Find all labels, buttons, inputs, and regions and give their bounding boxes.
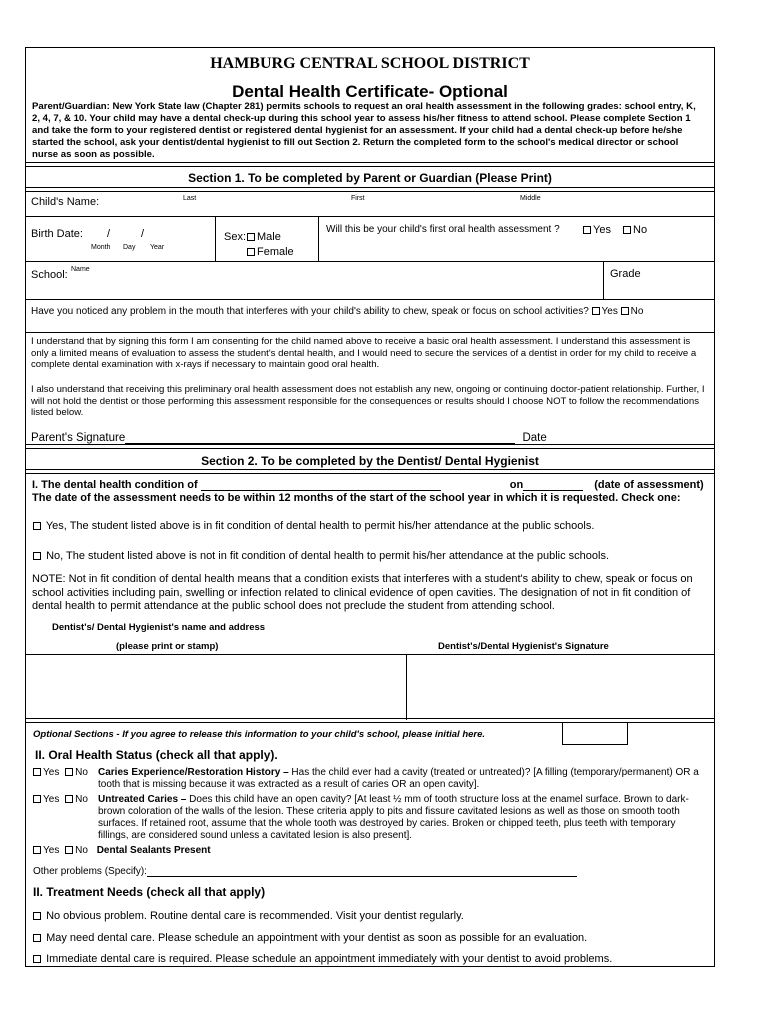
caries-yes-checkbox[interactable] xyxy=(33,768,41,776)
treatment-option-3 xyxy=(33,953,612,965)
mouth-problem-question xyxy=(31,306,643,317)
first-assessment-no-checkbox[interactable] xyxy=(623,226,631,234)
school-name-sub-label: Name xyxy=(71,266,90,273)
other-problems-row xyxy=(33,866,577,877)
yes-label: Yes xyxy=(43,794,60,805)
caries-title: Caries Experience/Restoration History – xyxy=(98,767,289,778)
middle-sub-label: Middle xyxy=(520,195,541,202)
on-label: on xyxy=(509,479,524,491)
treatment-1-checkbox[interactable] xyxy=(33,912,41,920)
condition-of-label: I. The dental health condition of xyxy=(32,479,198,491)
caries-yes-no xyxy=(33,767,87,778)
first-assessment-question: Will this be your child's first oral health assessment ? xyxy=(326,224,560,235)
first-sub-label: First xyxy=(351,195,365,202)
print-stamp-label: (please print or stamp) xyxy=(116,641,219,652)
parent-signature-field[interactable] xyxy=(125,431,515,444)
first-assessment-no[interactable] xyxy=(623,224,647,236)
yes-label: Yes xyxy=(43,845,60,856)
birth-month-field[interactable] xyxy=(118,222,138,240)
consent-paragraph-2: I also understand that receiving this preliminary oral health assessment does not establish any new, ongoing or continuing doctor-patient relationship. Further, I will not hold the dentist or those performing this assessment responsible for the consequences or results should I choose NOT to follow the recommendations listed below. xyxy=(31,384,705,418)
female-label: Female xyxy=(257,246,294,258)
birth-date-slash-1: / xyxy=(107,228,111,240)
no-label: No xyxy=(75,845,88,856)
fit-no-text: No, The student listed above is not in fit condition of dental health to permit his/her attendance at the public schools. xyxy=(46,550,610,562)
sealants-yes-checkbox[interactable] xyxy=(33,846,41,854)
initial-box[interactable] xyxy=(562,722,628,745)
sex-label: Sex: xyxy=(224,231,247,243)
untreated-no-checkbox[interactable] xyxy=(65,795,73,803)
other-problems-field[interactable] xyxy=(147,866,577,877)
no-label: No xyxy=(630,306,644,317)
child-name-field[interactable] xyxy=(176,195,704,213)
fit-no-checkbox[interactable] xyxy=(33,552,41,560)
no-label: No xyxy=(633,224,648,236)
month-sub-label: Month xyxy=(91,244,111,251)
other-problems-label: Other problems (Specify): xyxy=(33,866,147,877)
student-name-field[interactable] xyxy=(201,479,441,491)
assessment-date-field[interactable] xyxy=(523,479,583,491)
parent-signature-label: Parent's Signature xyxy=(31,432,126,444)
not-fit-note: NOTE: Not in fit condition of dental health means that a condition exists that interferes with a student's ability to chew, speak or focus on school activities including pain, swelling or infection related to clinical evidence of open cavities. The designation of not in fit condition of dental health to permit attendance at the public school does not preclude the student from attending school. xyxy=(32,573,693,612)
dentist-name-address-box[interactable] xyxy=(28,657,402,717)
untreated-yes-no xyxy=(33,794,87,805)
optional-intro: Optional Sections - If you agree to release this information to your child's school, please initial here. xyxy=(33,729,486,740)
treatment-option-1 xyxy=(33,910,464,922)
caries-description: Has the child ever had a cavity (treated or untreated)? [A filling (temporary/permanent) OR a tooth that is missing because it was extracted as a result of caries OR an open cavity]. xyxy=(98,767,699,790)
male-label: Male xyxy=(257,231,281,243)
yes-label: Yes xyxy=(43,767,60,778)
treatment-3-text: Immediate dental care is required. Please schedule an appointment immediately with your dentist to avoid problems. xyxy=(46,953,613,965)
treatment-1-text: No obvious problem. Routine dental care is recommended. Visit your dentist regularly. xyxy=(46,910,464,922)
condition-row xyxy=(32,479,704,491)
fit-yes-option xyxy=(33,520,594,532)
problem-no-checkbox[interactable] xyxy=(621,307,629,315)
untreated-yes-checkbox[interactable] xyxy=(33,795,41,803)
caries-experience-text xyxy=(98,767,706,791)
parent-date-label: Date xyxy=(522,432,547,444)
mouth-problem-text: Have you noticed any problem in the mouth that interferes with your child's ability to chew, speak or focus on school activities? xyxy=(31,306,589,317)
female-checkbox[interactable] xyxy=(247,248,255,256)
school-name-field[interactable] xyxy=(106,264,596,284)
first-assessment-yes-checkbox[interactable] xyxy=(583,226,591,234)
fit-no-option xyxy=(33,550,609,562)
sealants-title: Dental Sealants Present xyxy=(96,845,211,856)
first-assessment-yes[interactable] xyxy=(583,224,611,236)
sex-female-option[interactable] xyxy=(247,246,294,258)
school-label: School: xyxy=(31,269,68,281)
grade-label: Grade xyxy=(610,268,641,280)
section1-heading: Section 1. To be completed by Parent or Guardian (Please Print) xyxy=(188,171,552,185)
intro-text: Parent/Guardian: New York State law (Chapter 281) permits schools to request an oral health assessment in the following grades: school entry, K, 2, 4, 7, & 10. Your child may have a dental check-up during this school year to assess his/her fitness to attend school. Please complete Section 1 and take the form to your registered dentist or registered dental hygienist for an assessment. If your child had a dental check-up before he/she started the school, ask your dentist/dental hygienist to fill out Section 2. Return the completed form to the school's medical director or school nurse as soon as possible. xyxy=(32,101,696,160)
parent-signature-row xyxy=(31,431,547,444)
birth-day-field[interactable] xyxy=(148,222,168,240)
no-label: No xyxy=(75,767,88,778)
untreated-description: Does this child have an open cavity? [At least ½ mm of tooth structure loss at the enamel surface. Brown to dark-brown coloration of the walls of the lesion. These criteria apply to pits and fissure cavitated lesions as well as those on smooth tooth surfaces. If retained root, assume that the whole tooth was destroyed by caries. Broken or chipped teeth, plus teeth with temporary fillings, are considered sound unless a cavitated lesion is also present]. xyxy=(98,794,689,841)
date-of-assessment-label: (date of assessment) xyxy=(594,479,704,491)
fit-yes-text: Yes, The student listed above is in fit condition of dental health to permit his/her attendance at the public schools. xyxy=(45,520,595,532)
treatment-needs-heading: II. Treatment Needs (check all that apply) xyxy=(33,885,266,899)
year-sub-label: Year xyxy=(150,244,165,251)
no-label: No xyxy=(75,794,88,805)
consent-paragraph-1: I understand that by signing this form I am consenting for the child named above to receive a basic oral health assessment. I understand this assessment is only a limited means of evaluation to assess the student's dental health, and I would need to secure the services of a dentist in order for my child to receive a complete dental examination with x-rays if necessary to maintain good oral health. xyxy=(31,336,697,370)
section2-heading: Section 2. To be completed by the Dentist/ Dental Hygienist xyxy=(201,454,539,468)
day-sub-label: Day xyxy=(123,244,136,251)
yes-label: Yes xyxy=(593,224,611,236)
male-checkbox[interactable] xyxy=(247,233,255,241)
caries-no-checkbox[interactable] xyxy=(65,768,73,776)
treatment-option-2 xyxy=(33,932,587,944)
treatment-2-checkbox[interactable] xyxy=(33,934,41,942)
dentist-signature-box[interactable] xyxy=(410,657,710,717)
last-sub-label: Last xyxy=(183,195,197,202)
untreated-caries-text xyxy=(98,794,706,842)
untreated-title: Untreated Caries – xyxy=(98,794,187,805)
dentist-signature-label: Dentist's/Dental Hygienist's Signature xyxy=(438,641,609,652)
dentist-name-label: Dentist's/ Dental Hygienist's name and address xyxy=(52,622,266,633)
sex-male-option[interactable] xyxy=(247,231,281,243)
child-name-label: Child's Name: xyxy=(31,196,100,208)
within-12-months-note: The date of the assessment needs to be within 12 months of the start of the school year in which it is requested. Check one: xyxy=(32,492,681,504)
form-title: Dental Health Certificate- Optional xyxy=(232,82,508,101)
treatment-2-text: May need dental care. Please schedule an appointment with your dentist as soon as possible for an evaluation. xyxy=(46,932,588,944)
treatment-3-checkbox[interactable] xyxy=(33,955,41,963)
sealants-row xyxy=(33,845,211,856)
district-name: HAMBURG CENTRAL SCHOOL DISTRICT xyxy=(210,55,530,72)
birth-date-label: Birth Date: xyxy=(31,228,83,240)
birth-date-slash-2: / xyxy=(141,228,145,240)
sealants-no-checkbox[interactable] xyxy=(65,846,73,854)
problem-yes-checkbox[interactable] xyxy=(592,307,600,315)
oral-health-heading: II. Oral Health Status (check all that apply). xyxy=(35,748,278,762)
yes-label: Yes xyxy=(601,306,618,317)
dental-certificate-form xyxy=(25,47,715,967)
fit-yes-checkbox[interactable] xyxy=(33,522,41,530)
